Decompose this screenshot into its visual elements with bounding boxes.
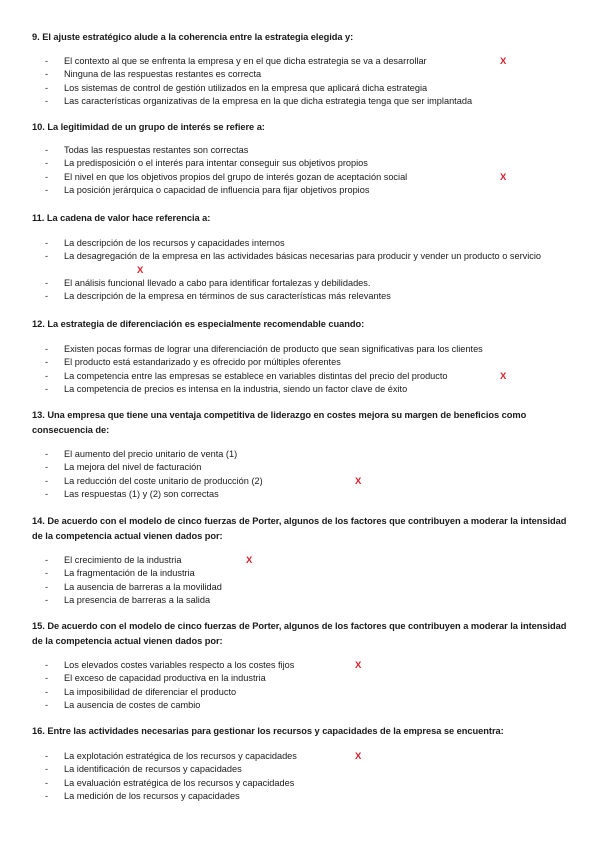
answer-option: - La reducción del coste unitario de producción (2) X bbox=[45, 475, 362, 487]
answer-option: - La competencia entre las empresas se establece en variables distintas del precio del producto X bbox=[45, 370, 507, 382]
question-title: 13. Una empresa que tiene una ventaja competitiva de liderazgo en costes mejora su margen de beneficios como consecuencia de: bbox=[32, 410, 527, 435]
wrong-answer-mark: X bbox=[355, 751, 362, 762]
answer-option: - La ausencia de costes de cambio bbox=[45, 699, 201, 710]
answer-option: - El exceso de capacidad productiva en la industria bbox=[45, 673, 266, 684]
answer-option: - La descripción de la empresa en términos de sus características más relevantes bbox=[45, 291, 391, 302]
answer-option: - La presencia de barreras a la salida bbox=[45, 594, 211, 605]
answer-options bbox=[32, 343, 572, 396]
question-14 bbox=[32, 514, 572, 605]
answer-option: - Existen pocas formas de lograr una diferenciación de producto que sean significativas para los clientes bbox=[45, 344, 483, 354]
wrong-answer-mark: X bbox=[500, 171, 507, 183]
answer-option: - El nivel en que los objetivos propios del grupo de interés gozan de aceptación social X bbox=[45, 171, 507, 183]
question-title: 15. De acuerdo con el modelo de cinco fuerzas de Porter, algunos de los factores que contribuyen a moderar la intensidad de la competencia actual vienen dados por: bbox=[32, 621, 567, 646]
question-title: 12. La estrategia de diferenciación es especialmente recomendable cuando: bbox=[32, 319, 365, 329]
answer-options bbox=[32, 659, 572, 712]
answer-options bbox=[32, 750, 572, 803]
question-title: 14. De acuerdo con el modelo de cinco fuerzas de Porter, algunos de los factores que contribuyen a moderar la intensidad de la competencia actual vienen dados por: bbox=[32, 516, 567, 541]
answer-option: - El análisis funcional llevado a cabo para identificar fortalezas y debilidades. bbox=[45, 277, 371, 288]
answer-options bbox=[32, 144, 572, 197]
question-13 bbox=[32, 408, 572, 499]
answer-option: - La medición de los recursos y capacidades bbox=[45, 790, 240, 801]
answer-option: - La identificación de recursos y capacidades bbox=[45, 764, 242, 775]
answer-option: - Ninguna de las respuestas restantes es correcta bbox=[45, 69, 262, 80]
answer-option: - Los elevados costes variables respecto a los costes fijos X bbox=[45, 660, 362, 671]
question-title: 11. La cadena de valor hace referencia a: bbox=[32, 213, 211, 223]
wrong-answer-mark: X bbox=[355, 660, 362, 671]
answer-options bbox=[32, 554, 572, 607]
question-12 bbox=[32, 317, 572, 394]
answer-option: - El aumento del precio unitario de venta (1) bbox=[45, 449, 238, 459]
answer-option: - La posición jerárquica o capacidad de influencia para fijar objetivos propios bbox=[45, 184, 370, 195]
answer-option: - La imposibilidad de diferenciar el producto bbox=[45, 686, 237, 697]
answer-option: - El producto está estandarizado y es ofrecido por múltiples oferentes bbox=[45, 357, 341, 368]
wrong-answer-mark: X bbox=[500, 56, 507, 67]
answer-option: - La explotación estratégica de los recursos y capacidades X bbox=[45, 751, 362, 762]
answer-option: - La descripción de los recursos y capacidades internos bbox=[45, 238, 285, 248]
answer-options bbox=[32, 237, 572, 303]
answer-option: - Las características organizativas de la empresa en la que dicha estrategia tenga que ser implantada bbox=[45, 95, 473, 106]
question-title: 10. La legitimidad de un grupo de interés se refiere a: bbox=[32, 122, 265, 132]
wrong-answer-mark: X bbox=[500, 370, 507, 382]
question-16 bbox=[32, 724, 572, 801]
question-10 bbox=[32, 120, 572, 195]
answer-options bbox=[32, 55, 572, 108]
question-9 bbox=[32, 30, 572, 106]
answer-option: - La predisposición o el interés para intentar conseguir sus objetivos propios bbox=[45, 158, 368, 169]
answer-option: - La competencia de precios es intensa en la industria, siendo un factor clave de éxito bbox=[45, 383, 408, 394]
answer-option: - La evaluación estratégica de los recursos y capacidades bbox=[45, 777, 295, 788]
answer-option: - La ausencia de barreras a la movilidad bbox=[45, 581, 222, 592]
answer-option: - Todas las respuestas restantes son correctas bbox=[45, 145, 249, 155]
question-title: 16. Entre las actividades necesarias para gestionar los recursos y capacidades de la empresa se encuentra: bbox=[32, 726, 504, 736]
answer-option: - El crecimiento de la industria X bbox=[45, 555, 253, 566]
answer-option: - Las respuestas (1) y (2) son correctas bbox=[45, 488, 219, 499]
answer-option: - La mejora del nivel de facturación bbox=[45, 462, 202, 473]
question-11 bbox=[32, 211, 572, 302]
answer-option: - Los sistemas de control de gestión utilizados en la empresa que aplicará dicha estrategia bbox=[45, 82, 428, 93]
question-title: 9. El ajuste estratégico alude a la coherencia entre la estrategia elegida y: bbox=[32, 32, 354, 42]
question-15 bbox=[32, 619, 572, 710]
wrong-answer-mark: X bbox=[246, 555, 253, 566]
answer-option: - El contexto al que se enfrenta la empresa y en el que dicha estrategia se va a desarrollar X bbox=[45, 56, 507, 67]
answer-options bbox=[32, 448, 572, 501]
wrong-answer-mark: X bbox=[137, 264, 144, 276]
wrong-answer-mark: X bbox=[355, 475, 362, 487]
answer-option: - La desagregación de la empresa en las actividades básicas necesarias para producir y vender un producto o servicio X bbox=[45, 251, 542, 276]
answer-option: - La fragmentación de la industria bbox=[45, 568, 195, 579]
